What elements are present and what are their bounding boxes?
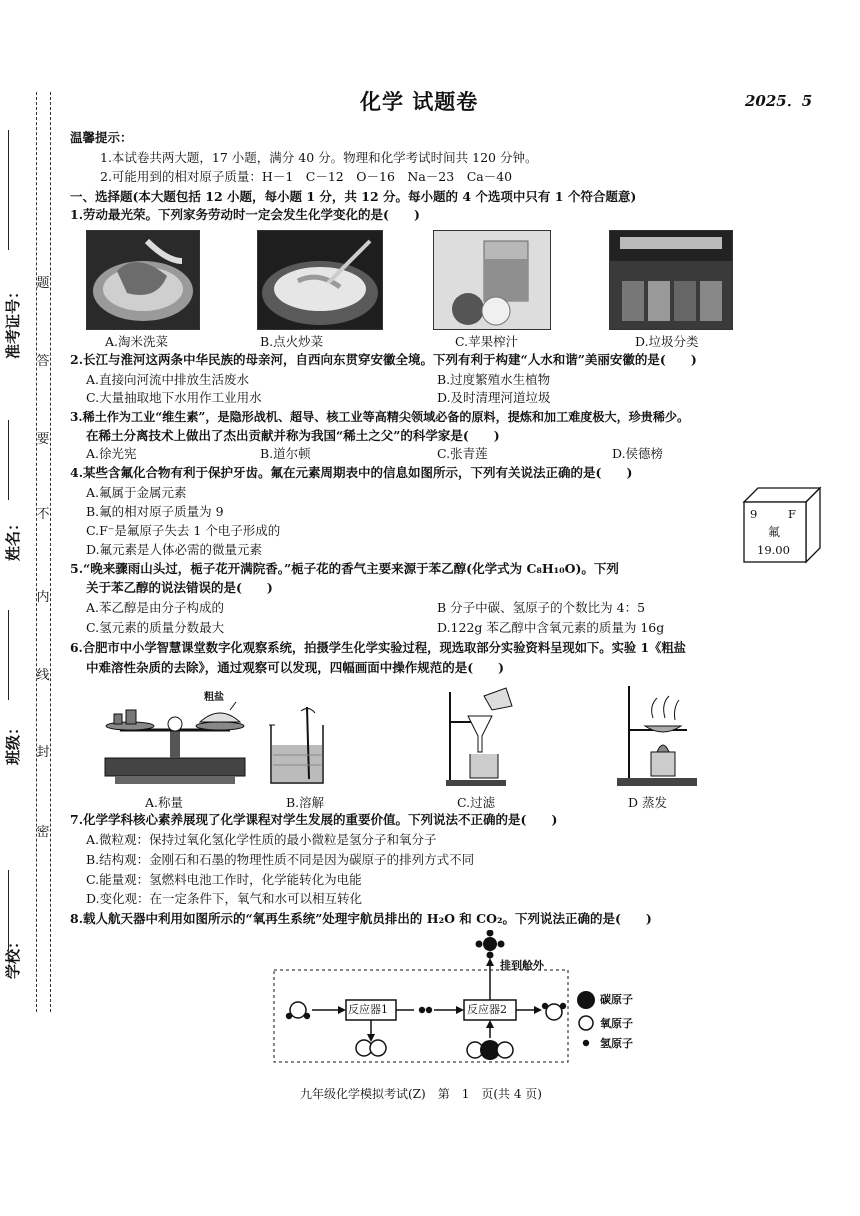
binding-line-outer xyxy=(36,92,37,1012)
reactor-1-label: 反应器1 xyxy=(348,1003,388,1016)
fluorine-name: 氟 xyxy=(768,525,781,539)
reactor-2-label: 反应器2 xyxy=(467,1003,507,1016)
q6-option-a[interactable]: A.称量 xyxy=(145,795,184,810)
exam-date: 2025．5 xyxy=(745,92,813,110)
q4-option-c[interactable]: C.F⁻是氟原子失去 1 个电子形成的 xyxy=(86,523,281,538)
q3-option-c[interactable]: C.张青莲 xyxy=(437,446,488,461)
binding-line-inner xyxy=(50,92,51,1012)
oxygen-regeneration-diagram xyxy=(272,930,672,1066)
q6-salt-label: 粗盐 xyxy=(204,692,224,703)
legend-hydrogen: 氢原子 xyxy=(600,1037,633,1050)
q5-option-b[interactable]: B 分子中碳、氢原子的个数比为 4：5 xyxy=(437,600,646,615)
page-footer: 九年级化学模拟考试(Z) 第 1 页(共 4 页) xyxy=(300,1087,542,1101)
field-school-blank[interactable] xyxy=(8,870,10,950)
field-exam-id-blank[interactable] xyxy=(8,130,10,250)
seal-char-1: 密 xyxy=(36,825,50,840)
q1-photo-apple-juice xyxy=(433,230,551,330)
q6-filtration-figure xyxy=(440,686,520,788)
q6-stem-line2: 中难溶性杂质的去除》，通过观察可以发现，四幅画面中操作规范的是( ) xyxy=(86,660,505,675)
q3-option-b[interactable]: B.道尔顿 xyxy=(260,446,311,461)
field-name-blank[interactable] xyxy=(8,420,10,500)
q6-option-b[interactable]: B.溶解 xyxy=(286,795,325,810)
notice-heading: 温馨提示： xyxy=(70,130,133,145)
legend-carbon: 碳原子 xyxy=(600,993,633,1006)
q3-stem-line1: 3.稀土作为工业“维生素”，是隐形战机、超导、核工业等高精尖领域必备的原料，提炼和加工难度极大，珍贵稀少。 xyxy=(70,410,690,424)
field-exam-id: 准考证号： xyxy=(4,283,22,359)
q2-option-b[interactable]: B.过度繁殖水生植物 xyxy=(437,372,551,387)
field-class-blank[interactable] xyxy=(8,610,10,700)
seal-char-4: 内 xyxy=(36,590,50,605)
notice-item-2: 2.可能用到的相对原子质量：H－1 C－12 O－16 Na－23 Ca－40 xyxy=(100,169,513,184)
fluorine-atomic-mass: 19.00 xyxy=(757,543,790,557)
seal-char-8: 题 xyxy=(36,276,50,291)
q1-option-a[interactable]: A.淘米洗菜 xyxy=(105,334,169,349)
q5-option-a[interactable]: A.苯乙醇是由分子构成的 xyxy=(86,600,225,615)
q1-stem: 1.劳动最光荣。下列家务劳动时一定会发生化学变化的是( ) xyxy=(70,207,420,222)
q3-option-d[interactable]: D.侯德榜 xyxy=(612,446,664,461)
q3-option-a[interactable]: A.徐光宪 xyxy=(86,446,137,461)
q7-option-c[interactable]: C.能量观：氢燃料电池工作时，化学能转化为电能 xyxy=(86,872,362,887)
q7-stem: 7.化学学科核心素养展现了化学课程对学生发展的重要价值。下列说法不正确的是( ) xyxy=(70,812,558,827)
q1-option-c[interactable]: C.苹果榨汁 xyxy=(455,334,519,349)
seal-char-2: 封 xyxy=(36,745,50,760)
notice-item-1: 1.本试卷共两大题，17 小题，满分 40 分。物理和化学考试时间共 120 分钟。 xyxy=(100,150,538,165)
q1-photo-garbage-sorting xyxy=(609,230,733,330)
q1-option-b[interactable]: B.点火炒菜 xyxy=(260,334,324,349)
seal-char-6: 要 xyxy=(36,432,50,447)
q1-photo-stir-fry xyxy=(257,230,383,330)
section-heading: 一、选择题(本大题包括 12 小题，每小题 1 分，共 12 分。每小题的 4 个选项中只有 1 个符合题意) xyxy=(70,189,637,204)
field-name: 姓名： xyxy=(4,515,22,561)
q6-stem-line1: 6.合肥市中小学智慧课堂数字化观察系统，拍摄学生化学实验过程，现选取部分实验资料呈现如下。实验 1《粗盐 xyxy=(70,640,686,655)
fluorine-atomic-number: 9 xyxy=(750,507,758,521)
q3-stem-line2: 在稀土分离技术上做出了杰出贡献并称为我国“稀土之父”的科学家是( ) xyxy=(86,428,500,443)
q7-option-b[interactable]: B.结构观：金刚石和石墨的物理性质不同是因为碳原子的排列方式不同 xyxy=(86,852,475,867)
seal-char-3: 线 xyxy=(36,668,50,683)
q6-balance-figure xyxy=(100,692,250,788)
seal-char-7: 答 xyxy=(36,354,50,369)
q1-option-d[interactable]: D.垃圾分类 xyxy=(635,334,699,349)
fluorine-symbol: F xyxy=(788,507,796,521)
q5-stem-line1: 5.“晚来骤雨山头过，栀子花开满院香。”栀子花的香气主要来源于苯乙醇(化学式为 C₈H₁₀O)。下列 xyxy=(70,561,619,576)
q2-stem: 2.长江与淮河这两条中华民族的母亲河，自西向东贯穿安徽全境。下列有利于构建“人水和谐”美丽安徽的是( ) xyxy=(70,352,697,367)
q2-option-c[interactable]: C.大量抽取地下水用作工业用水 xyxy=(86,390,262,405)
q4-option-a[interactable]: A.氟属于金属元素 xyxy=(86,485,187,500)
q4-stem: 4.某些含氟化合物有利于保护牙齿。氟在元素周期表中的信息如图所示，下列有关说法正确的是( ) xyxy=(70,465,633,480)
q7-option-d[interactable]: D.变化观：在一定条件下，氧气和水可以相互转化 xyxy=(86,891,363,906)
field-school: 学校： xyxy=(4,933,22,979)
q5-stem-line2: 关于苯乙醇的说法错误的是( ) xyxy=(86,580,273,595)
q2-option-a[interactable]: A.直接向河流中排放生活废水 xyxy=(86,372,250,387)
q6-option-c[interactable]: C.过滤 xyxy=(457,795,496,810)
q6-evaporation-figure xyxy=(615,682,705,788)
exhaust-label: 排到舱外 xyxy=(500,959,544,972)
fluorine-element-cell xyxy=(738,486,822,564)
page-title: 化学 试题卷 xyxy=(360,89,479,114)
q5-option-d[interactable]: D.122g 苯乙醇中含氧元素的质量为 16g xyxy=(437,620,665,635)
q2-option-d[interactable]: D.及时清理河道垃圾 xyxy=(437,390,551,405)
legend-oxygen: 氧原子 xyxy=(600,1017,633,1030)
seal-char-5: 不 xyxy=(36,507,50,522)
q4-option-b[interactable]: B.氟的相对原子质量为 9 xyxy=(86,504,224,519)
q4-option-d[interactable]: D.氟元素是人体必需的微量元素 xyxy=(86,542,263,557)
q5-option-c[interactable]: C.氢元素的质量分数最大 xyxy=(86,620,225,635)
q7-option-a[interactable]: A.微粒观：保持过氧化氢化学性质的最小微粒是氢分子和氧分子 xyxy=(86,832,437,847)
q1-photo-washing-rice xyxy=(86,230,200,330)
q6-beaker-figure xyxy=(265,705,329,787)
q6-option-d[interactable]: D 蒸发 xyxy=(628,795,667,810)
field-class: 班级： xyxy=(4,719,22,765)
q8-stem: 8.载人航天器中利用如图所示的“氧再生系统”处理宇航员排出的 H₂O 和 CO₂。下列说法正确的是( ) xyxy=(70,911,652,926)
